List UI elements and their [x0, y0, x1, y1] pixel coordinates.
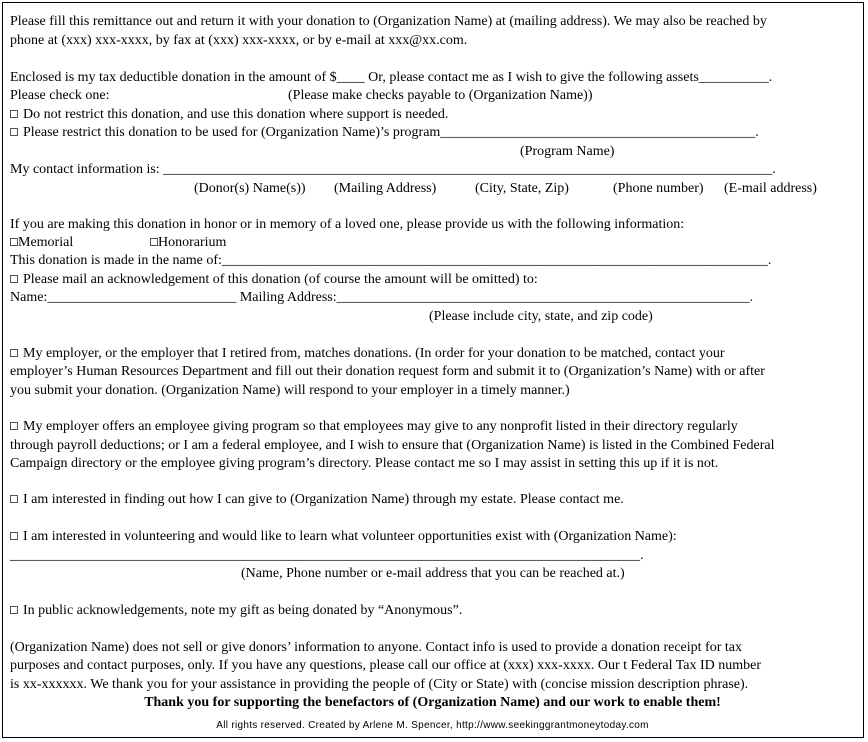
- intro-line-1: Please fill this remittance out and return it with your donation to (Organization Name) at (mailing address). We may also be reached by: [10, 14, 767, 29]
- honorarium-option: [150, 234, 226, 252]
- anonymous-checkbox[interactable]: [10, 606, 18, 614]
- employer-match-line-1: [10, 345, 855, 363]
- restricted-checkbox[interactable]: [10, 128, 18, 136]
- copyright-credit: All rights reserved. Created by Arlene M. Spencer, http://www.seekinggrantmoneytoday.com: [216, 720, 649, 731]
- caption-donor-names: (Donor(s) Name(s)): [194, 181, 306, 196]
- memorial-checkbox[interactable]: [10, 238, 18, 246]
- option-unrestricted: [10, 106, 855, 124]
- tribute-options: [10, 234, 855, 252]
- caption-city-state-zip: (City, State, Zip): [475, 181, 569, 196]
- caption-phone-number: (Phone number): [613, 181, 704, 196]
- check-one-label: Please check one:: [10, 88, 110, 103]
- honorarium-label: Honorarium: [158, 235, 227, 250]
- privacy-line-2: purposes and contact purposes, only. If you have any questions, please call our office at (xxx) xxx-xxxx. Our t Federal Tax ID number: [10, 658, 762, 673]
- acknowledgement-checkbox[interactable]: [10, 275, 18, 283]
- program-name-caption: (Program Name): [520, 144, 615, 159]
- volunteer-checkbox[interactable]: [10, 532, 18, 540]
- employee-giving-line-3: Campaign directory or the employee giving program’s directory. Please contact me so I may assist in setting this up if it is not.: [10, 456, 719, 471]
- restricted-label: Please restrict this donation to be used for (Organization Name)’s program_____________________________________________.: [23, 125, 759, 140]
- estate-label: I am interested in finding out how I can give to (Organization Name) through my estate. Please contact me.: [23, 492, 624, 507]
- unrestricted-checkbox[interactable]: [10, 110, 18, 118]
- acknowledgement-label: Please mail an acknowledgement of this donation (of course the amount will be omitted) to:: [23, 272, 538, 287]
- caption-email-address: (E-mail address): [724, 181, 817, 196]
- acknowledgement-option: [10, 271, 855, 289]
- employee-giving-line-1: [10, 418, 855, 436]
- unrestricted-label: Do not restrict this donation, and use this donation where support is needed.: [23, 107, 449, 122]
- caption-mailing-address: (Mailing Address): [334, 181, 437, 196]
- volunteer-label: I am interested in volunteering and would like to learn what volunteer opportunities exist with (Organization Name):: [23, 529, 677, 544]
- privacy-line-3: is xx-xxxxxx. We thank you for your assistance in providing the people of (City or State) with (concise mission description phrase).: [10, 677, 749, 692]
- employer-match-line-2: employer’s Human Resources Department and fill out their donation request form and submit it to (Organization’s Name) with or after: [10, 364, 765, 379]
- anonymous-label: In public acknowledgements, note my gift as being donated by “Anonymous”.: [23, 603, 463, 618]
- donation-amount-line: Enclosed is my tax deductible donation in the amount of $____ Or, please contact me as I wish to give the following assets__________.: [10, 70, 773, 85]
- employee-giving-line-2: through payroll deductions; or I am a federal employee, and I wish to ensure that (Organization Name) is listed in the Combined Federal: [10, 438, 775, 453]
- thank-you-message: Thank you for supporting the benefactors of (Organization Name) and our work to enable them!: [144, 695, 721, 710]
- memorial-label: Memorial: [18, 235, 74, 250]
- estate-checkbox[interactable]: [10, 495, 18, 503]
- tribute-intro: If you are making this donation in honor or in memory of a loved one, please provide us with the following information:: [10, 217, 685, 232]
- volunteer-option: [10, 528, 855, 546]
- employer-match-checkbox[interactable]: [10, 349, 18, 357]
- remittance-form: [2, 2, 864, 738]
- contact-info-line: My contact information is: _______________________________________________________________________________________.: [10, 162, 776, 177]
- employer-match-line-3: you submit your donation. (Organization Name) will respond to your employer in a timely manner.): [10, 383, 570, 398]
- intro-line-2: phone at (xxx) xxx-xxxx, by fax at (xxx) xxx-xxxx, or by e-mail at xxx@xx.com.: [10, 33, 468, 48]
- privacy-line-1: (Organization Name) does not sell or give donors’ information to anyone. Contact info is used to provide a donation receipt for tax: [10, 640, 742, 655]
- volunteer-caption: (Name, Phone number or e-mail address that you can be reached at.): [241, 566, 625, 581]
- option-restricted: [10, 124, 855, 142]
- address-caption: (Please include city, state, and zip code): [429, 309, 653, 324]
- honorarium-checkbox[interactable]: [150, 238, 158, 246]
- honoree-name-line: This donation is made in the name of:______________________________________________________________________________.: [10, 253, 772, 268]
- employee-giving-text-1: My employer offers an employee giving program so that employees may give to any nonprofit listed in their directory regularly: [23, 419, 738, 434]
- employer-match-text-1: My employer, or the employer that I retired from, matches donations. (In order for your donation to be matched, contact your: [23, 346, 725, 361]
- anonymous-option: [10, 602, 855, 620]
- checks-payable-note: (Please make checks payable to (Organization Name)): [288, 88, 593, 103]
- employee-giving-checkbox[interactable]: [10, 422, 18, 430]
- estate-option: [10, 491, 855, 509]
- acknowledgement-address-line: Name:___________________________ Mailing Address:___________________________________________________________.: [10, 290, 754, 305]
- volunteer-blank-line: __________________________________________________________________________________________.: [10, 548, 644, 563]
